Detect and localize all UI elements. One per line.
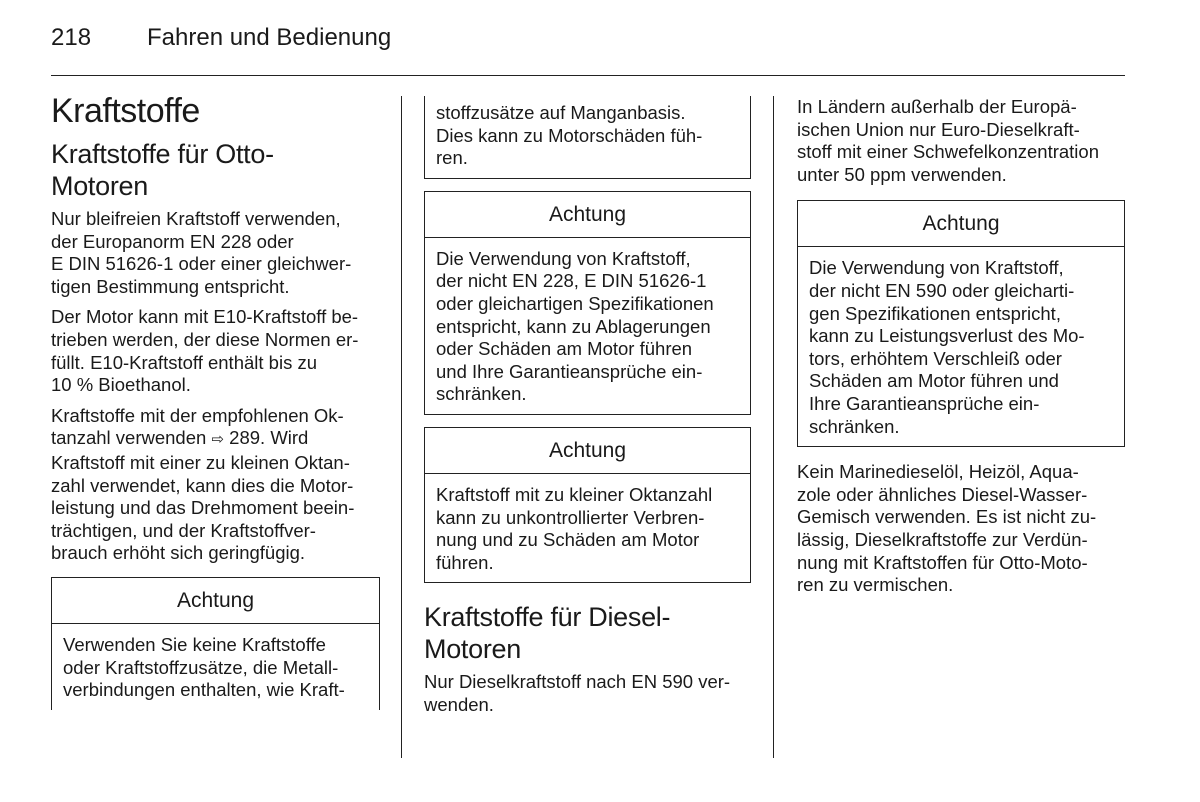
column-right: [797, 96, 1125, 605]
caution-title: Achtung: [52, 578, 379, 624]
page-header: [51, 24, 391, 58]
caution-box-metal-additives: [51, 577, 380, 710]
column-divider-1: [401, 96, 402, 758]
caution-box-en228: [424, 191, 751, 415]
otto-section-heading: Kraftstoffe für Otto- Motoren: [51, 139, 274, 201]
caution-box-continued: [424, 96, 751, 179]
outside-eu-paragraph: In Ländern außerhalb der Europä- ischen Union nur Euro-Dieselkraft- stoff mit einer Schwefelkonzentration unter 50 ppm verwenden.: [797, 96, 1099, 185]
unleaded-fuel-paragraph: Nur bleifreien Kraftstoff verwenden, der Europanorm EN 228 oder E DIN 51626-1 oder einer gleichwer- tigen Bestimmung entspricht.: [51, 208, 352, 297]
marine-diesel-paragraph: Kein Marinedieselöl, Heizöl, Aqua- zole oder ähnliches Diesel-Wasser- Gemisch verwenden. Es ist nicht zu- lässig, Dieselkraftstoffe zur Verdün- nung mit Kraftstoffen für Otto-Moto- ren zu vermischen.: [797, 461, 1097, 596]
caution-title: Achtung: [425, 428, 750, 474]
column-divider-2: [773, 96, 774, 758]
diesel-section-heading: Kraftstoffe für Diesel- Motoren: [424, 602, 671, 665]
caution-text: Kraftstoff mit zu kleiner Oktanzahl kann zu unkontrollierter Verbren- nung und zu Schäden am Motor führen.: [436, 483, 713, 573]
caution-text: Verwenden Sie keine Kraftstoffe oder Kraftstoffzusätze, die Metall- verbindungen enthalten, wie Kraft-: [63, 633, 345, 701]
caution-box-en590: [797, 200, 1125, 447]
header-divider: [51, 75, 1125, 76]
caution-box-octane: [424, 427, 751, 583]
octane-paragraph: [51, 405, 380, 565]
caution-title: Achtung: [425, 192, 750, 238]
caution-text: Die Verwendung von Kraftstoff, der nicht EN 228, E DIN 51626-1 oder gleichartigen Spezifikationen entspricht, kann zu Ablagerungen oder Schäden am Motor führen und Ihre Garantieansprüche ein- schränken.: [436, 247, 714, 405]
caution-text: Die Verwendung von Kraftstoff, der nicht EN 590 oder gleicharti- gen Spezifikationen entspricht, kann zu Leistungsverlust des Mo- tors, erhöhtem Verschleiß oder Schäden am Motor führen und Ihre Garantieansprüche ein- schränken.: [809, 257, 1085, 437]
caution-title: Achtung: [798, 201, 1124, 247]
chapter-title: Kraftstoffe: [51, 92, 200, 130]
e10-paragraph: Der Motor kann mit E10-Kraftstoff be- trieben werden, der diese Normen er- füllt. E10-Kraftstoff enthält bis zu 10 % Bioethanol.: [51, 306, 359, 396]
diesel-fuel-paragraph: Nur Dieselkraftstoff nach EN 590 ver- wenden.: [424, 671, 731, 715]
column-left: [51, 90, 380, 722]
caution-text-continued: stoffzusätze auf Manganbasis. Dies kann zu Motorschäden füh- ren.: [436, 102, 703, 169]
page-number: 218: [51, 24, 92, 51]
section-title: Fahren und Bedienung: [147, 24, 392, 51]
column-middle: [424, 96, 751, 725]
octane-text-end: 289. Wird Kraftstoff mit einer zu kleinen Oktan- zahl verwendet, kann dies die Motor- leistung und das Drehmoment beein- trächtigen, und der Kraftstoffver- brauch erhöht sich geringfügig.: [51, 427, 355, 564]
page-reference-arrow-icon: ⇨: [211, 431, 225, 449]
octane-text-start: Kraftstoffe mit der empfohlenen Ok- tanzahl verwenden: [51, 404, 344, 449]
